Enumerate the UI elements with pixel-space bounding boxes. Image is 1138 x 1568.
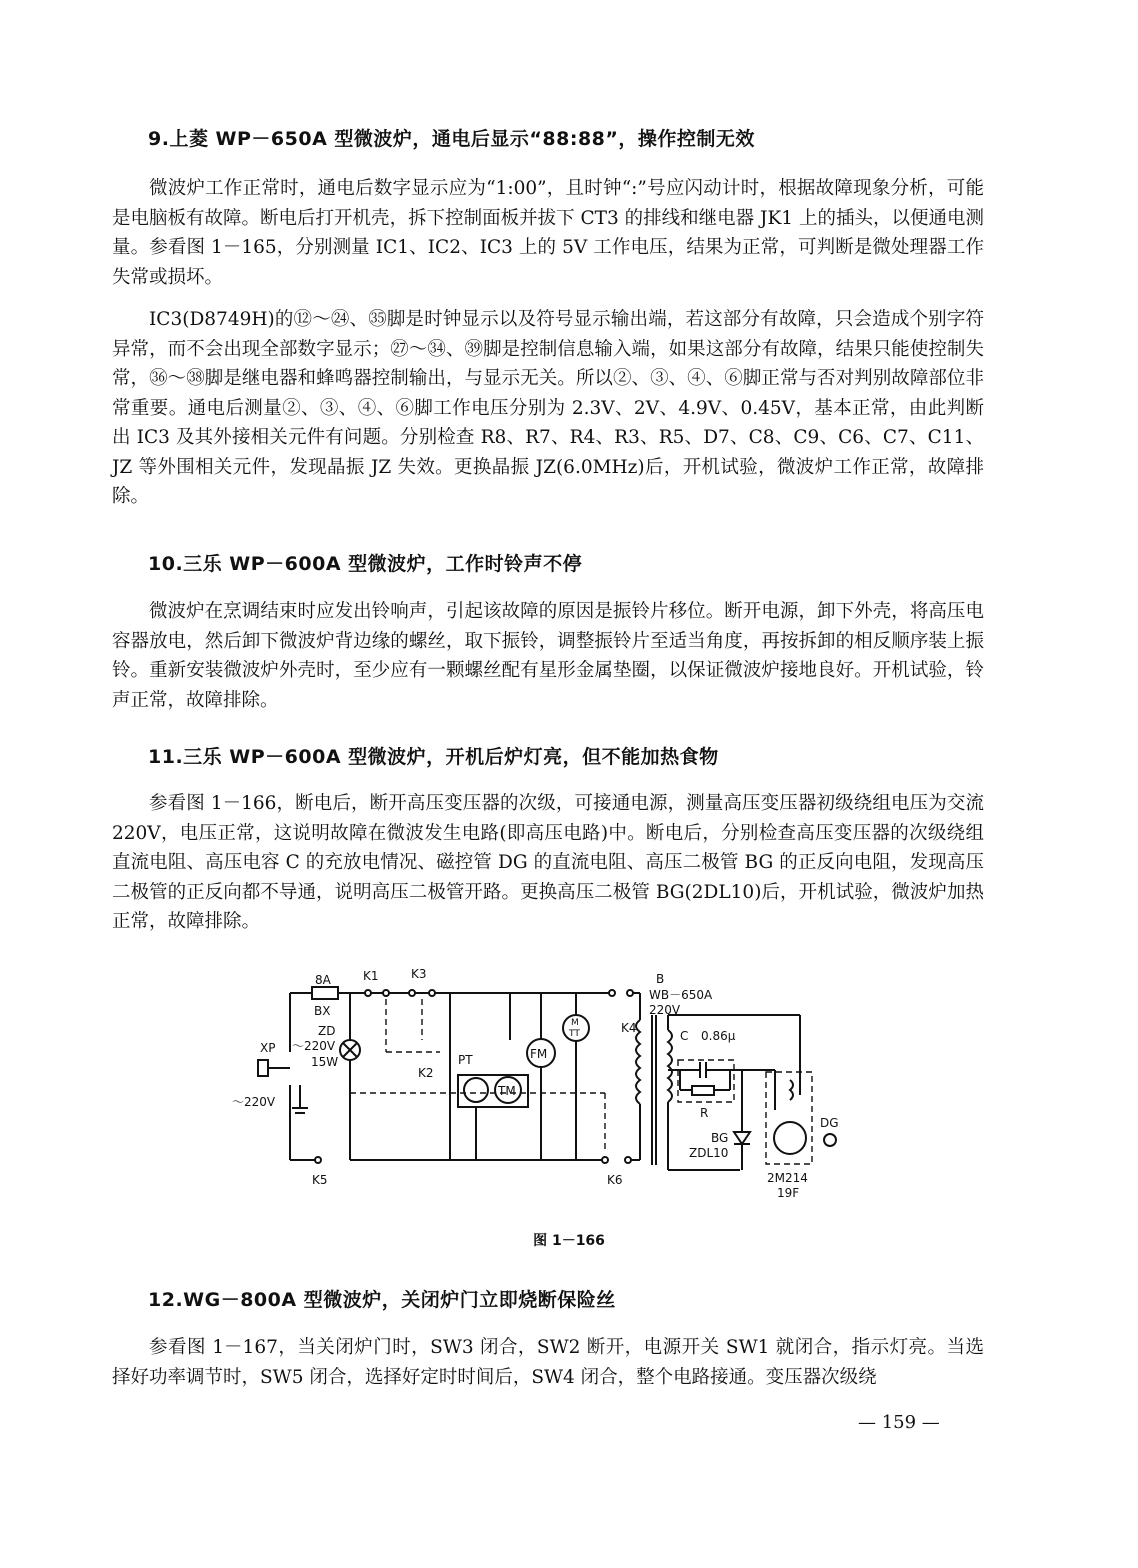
section-11-paragraph-1: 参看图 1－166，断电后，断开高压变压器的次级，可接通电源，测量高压变压器初级绕组电压为交流 220V，电压正常，这说明故障在微波发生电路(即高压电路)中。断电后，分别检查高压变压器的次级绕组直流电阻、高压电容 C 的充放电情况、磁控管 DG 的直流电阻、高压二极管 BG 的正反向电阻，发现高压二极管的正反向都不导通，说明高压二极管开路。更换高压二极管 BG(2DL10)后，开机试验，微波炉加热正常，故障排除。	[112, 793, 984, 932]
tm-label: TM	[498, 1084, 516, 1098]
zd-label: ZD	[318, 1024, 336, 1038]
section-9-heading: 9.上菱 WP－650A 型微波炉，通电后显示“88:88”，操作控制无效	[148, 128, 755, 150]
xp-label: XP	[260, 1041, 276, 1055]
resistor-label: R	[700, 1106, 709, 1120]
section-12-paragraph-1: 参看图 1－167，当关闭炉门时，SW3 闭合，SW2 断开，电源开关 SW1 就闭合，指示灯亮。当选择好功率调节时，SW5 闭合，选择好定时时间后，SW4 闭合，整个电路接通。变压器次级绕	[112, 1337, 984, 1388]
section-12-heading: 12.WG－800A 型微波炉，关闭炉门立即烧断保险丝	[148, 1289, 616, 1311]
mt-bottom-label: TT	[569, 1029, 580, 1039]
capacitor-label: C	[680, 1029, 689, 1043]
section-10-heading: 10.三乐 WP－600A 型微波炉，工作时铃声不停	[148, 553, 583, 575]
magnetron-model2-label: 19F	[777, 1186, 800, 1200]
k2-label: K2	[418, 1066, 434, 1080]
transformer-model-label: WB－650A	[649, 988, 713, 1002]
k6-label: K6	[607, 1173, 623, 1187]
zd-voltage-label: ～220V	[292, 1039, 336, 1053]
section-9-paragraph-2: IC3(D8749H)的⑫～㉔、㉟脚是时钟显示以及符号显示输出端，若这部分有故障，只会造成个别字符异常，而不会出现全部数字显示；㉗～㉞、㊴脚是控制信息输入端，如果这部分有故障，结果只能使控制失常，㊱～㊳脚是继电器和蜂鸣器控制输出，与显示无关。所以②、③、④、⑥脚正常与否对判别故障部位非常重要。通电后测量②、③、④、⑥脚工作电压分别为 2.3V、2V、4.9V、0.45V，基本正常，由此判断出 IC3 及其外接相关元件有问题。分别检查 R8、R7、R4、R3、R5、D7、C8、C9、C6、C7、C11、JZ 等外围相关元件，发现晶振 JZ 失效。更换晶振 JZ(6.0MHz)后，开机试验，微波炉工作正常，故障排除。	[112, 309, 984, 507]
zd-power-label: 15W	[311, 1055, 339, 1069]
page-number: — 159 —	[858, 1412, 940, 1433]
diode-label: BG	[711, 1131, 729, 1145]
figure-caption: 图 1－166	[533, 1233, 605, 1249]
k5-label: K5	[312, 1173, 328, 1187]
k1-label: K1	[363, 969, 379, 983]
k3-label: K3	[411, 967, 427, 981]
transformer-label: B	[656, 972, 665, 986]
section-11-heading: 11.三乐 WP－600A 型微波炉，开机后炉灯亮，但不能加热食物	[148, 746, 719, 768]
mt-top-label: M	[571, 1018, 579, 1028]
fuse-name-label: BX	[314, 1004, 331, 1018]
magnetron-label: DG	[820, 1116, 839, 1130]
k4-label: K4	[621, 1021, 637, 1035]
magnetron-dg	[774, 1122, 806, 1154]
magnetron-model-label: 2M214	[767, 1171, 808, 1185]
fuse-rating-label: 8A	[315, 973, 331, 987]
section-10-paragraph-1: 微波炉在烹调结束时应发出铃响声，引起该故障的原因是振铃片移位。断开电源，卸下外壳，将高压电容器放电，然后卸下微波炉背边缘的螺丝，取下振铃，调整振铃片至适当角度，再按拆卸的相反顺序装上振铃。重新安装微波炉外壳时，至少应有一颗螺丝配有星形金属垫圈，以保证微波炉接地良好。开机试验，铃声正常，故障排除。	[112, 601, 984, 711]
pt-label: PT	[458, 1053, 473, 1067]
capacitor-value-label: 0.86μ	[701, 1029, 736, 1043]
section-9-paragraph-1: 微波炉工作正常时，通电后数字显示应为“1:00”，且时钟“:”号应闪动计时，根据故障现象分析，可能是电脑板有故障。断电后打开机壳，拆下控制面板并拔下 CT3 的排线和继电器 JK1 上的插头，以便通电测量。参看图 1－165，分别测量 IC1、IC2、IC3 上的 5V 工作电压，结果为正常，可判断是微处理器工作失常或损坏。	[112, 178, 984, 288]
transformer-voltage-label: 220V	[649, 1003, 681, 1017]
diode-model-label: ZDL10	[689, 1146, 729, 1160]
fm-label: FM	[530, 1047, 548, 1061]
mains-label: ～220V	[232, 1095, 276, 1109]
